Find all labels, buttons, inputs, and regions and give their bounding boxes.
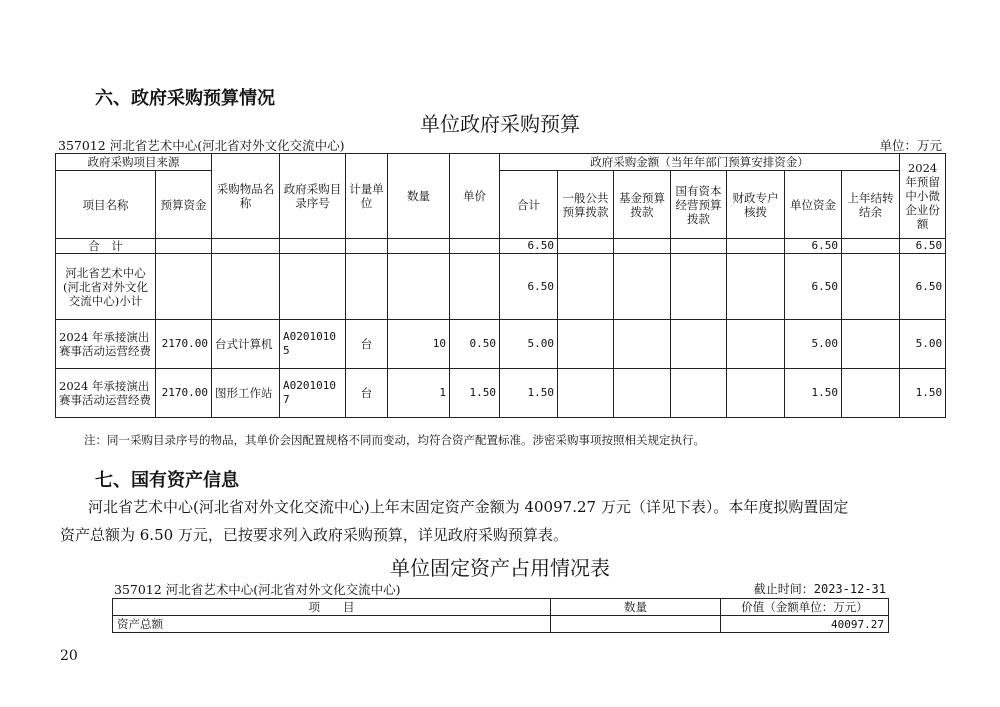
header-general-public: 一般公共预算拨款 [558, 171, 614, 239]
fixed-assets-date: 截止时间：2023-12-31 [753, 582, 886, 596]
header-total: 合计 [500, 171, 558, 239]
procurement-unit-label: 357012 河北省艺术中心(河北省对外文化交流中心) [58, 138, 345, 153]
row-item-name: 台式计算机 [212, 320, 280, 369]
row-catalog-no: A02010105 [280, 320, 346, 369]
row-budget-fund: 2170.00 [156, 320, 212, 369]
header-unit: 计量单位 [346, 154, 388, 239]
asset-quantity [551, 616, 721, 633]
fixed-assets-header-row [113, 599, 889, 616]
asset-item: 资产总额 [113, 616, 551, 633]
row-sme-share: 5.00 [900, 320, 946, 369]
fixed-assets-unit-label: 357012 河北省艺术中心(河北省对外文化交流中心) [114, 582, 401, 597]
section-6-title: 六、政府采购预算情况 [95, 88, 275, 109]
asset-value: 40097.27 [721, 616, 889, 633]
header-row-groups [56, 154, 946, 171]
subtotal-unit-fund: 6.50 [785, 254, 842, 320]
total-sum: 6.50 [500, 239, 558, 254]
row-total: 1.50 [500, 369, 558, 418]
page-number: 20 [60, 648, 78, 664]
total-row [56, 239, 946, 254]
row-sme-share: 1.50 [900, 369, 946, 418]
header-item-name: 采购物品名称 [212, 154, 280, 239]
fixed-assets-table-title: 单位固定资产占用情况表 [390, 556, 610, 580]
table-row [56, 369, 946, 418]
section-7-title: 七、国有资产信息 [95, 470, 239, 491]
subtotal-sum: 6.50 [500, 254, 558, 320]
header-unit-fund: 单位资金 [785, 171, 842, 239]
row-budget-fund: 2170.00 [156, 369, 212, 418]
header-asset-value: 价值（金额单位：万元） [721, 599, 889, 616]
row-quantity: 10 [388, 320, 450, 369]
header-state-capital: 国有资本经营预算拨款 [671, 171, 727, 239]
procurement-table-title: 单位政府采购预算 [420, 112, 580, 136]
row-unit: 台 [346, 369, 388, 418]
procurement-note: 注：同一采购目录序号的物品，其单价会因配置规格不同而变动，均符合资产配置标准。涉密采购事项按照相关规定执行。 [84, 433, 705, 447]
header-unit-price: 单价 [450, 154, 500, 239]
header-asset-item: 项 目 [113, 599, 551, 616]
header-prev-balance: 上年结转结余 [842, 171, 900, 239]
row-catalog-no: A02010107 [280, 369, 346, 418]
row-unit-price: 1.50 [450, 369, 500, 418]
subtotal-sme-share: 6.50 [900, 254, 946, 320]
row-item-name: 图形工作站 [212, 369, 280, 418]
header-row-columns [56, 171, 946, 239]
header-special-account: 财政专户核拨 [727, 171, 785, 239]
header-sme-share: 2024 年预留中小微企业份额 [900, 154, 946, 239]
header-catalog-no: 政府采购目录序号 [280, 154, 346, 239]
subtotal-row [56, 254, 946, 320]
table-row [56, 320, 946, 369]
table-row [113, 616, 889, 633]
procurement-currency-unit: 单位：万元 [879, 138, 942, 153]
group-amount-header: 政府采购金额（当年年部门预算安排资金） [500, 154, 900, 171]
header-project-name: 项目名称 [56, 171, 156, 239]
procurement-budget-table [55, 153, 946, 418]
row-unit-price: 0.50 [450, 320, 500, 369]
row-unit-fund: 5.00 [785, 320, 842, 369]
group-source-header: 政府采购项目来源 [56, 154, 212, 171]
fixed-assets-table [112, 598, 889, 633]
assets-paragraph-line-2: 资产总额为 6.50 万元，已按要求列入政府采购预算，详见政府采购预算表。 [60, 526, 568, 544]
row-unit: 台 [346, 320, 388, 369]
row-quantity: 1 [388, 369, 450, 418]
subtotal-label: 河北省艺术中心(河北省对外文化交流中心)小计 [56, 254, 156, 320]
total-label: 合 计 [56, 239, 156, 254]
total-sme-share: 6.50 [900, 239, 946, 254]
assets-paragraph-line-1: 河北省艺术中心(河北省对外文化交流中心)上年末固定资产金额为 40097.27 万元（详见下表）。本年度拟购置固定 [88, 498, 849, 516]
header-quantity: 数量 [388, 154, 450, 239]
header-budget-fund: 预算资金 [156, 171, 212, 239]
header-asset-quantity: 数量 [551, 599, 721, 616]
row-project-name: 2024 年承接演出赛事活动运营经费 [56, 369, 156, 418]
header-fund-budget: 基金预算拨款 [614, 171, 671, 239]
row-project-name: 2024 年承接演出赛事活动运营经费 [56, 320, 156, 369]
total-unit-fund: 6.50 [785, 239, 842, 254]
row-unit-fund: 1.50 [785, 369, 842, 418]
row-total: 5.00 [500, 320, 558, 369]
